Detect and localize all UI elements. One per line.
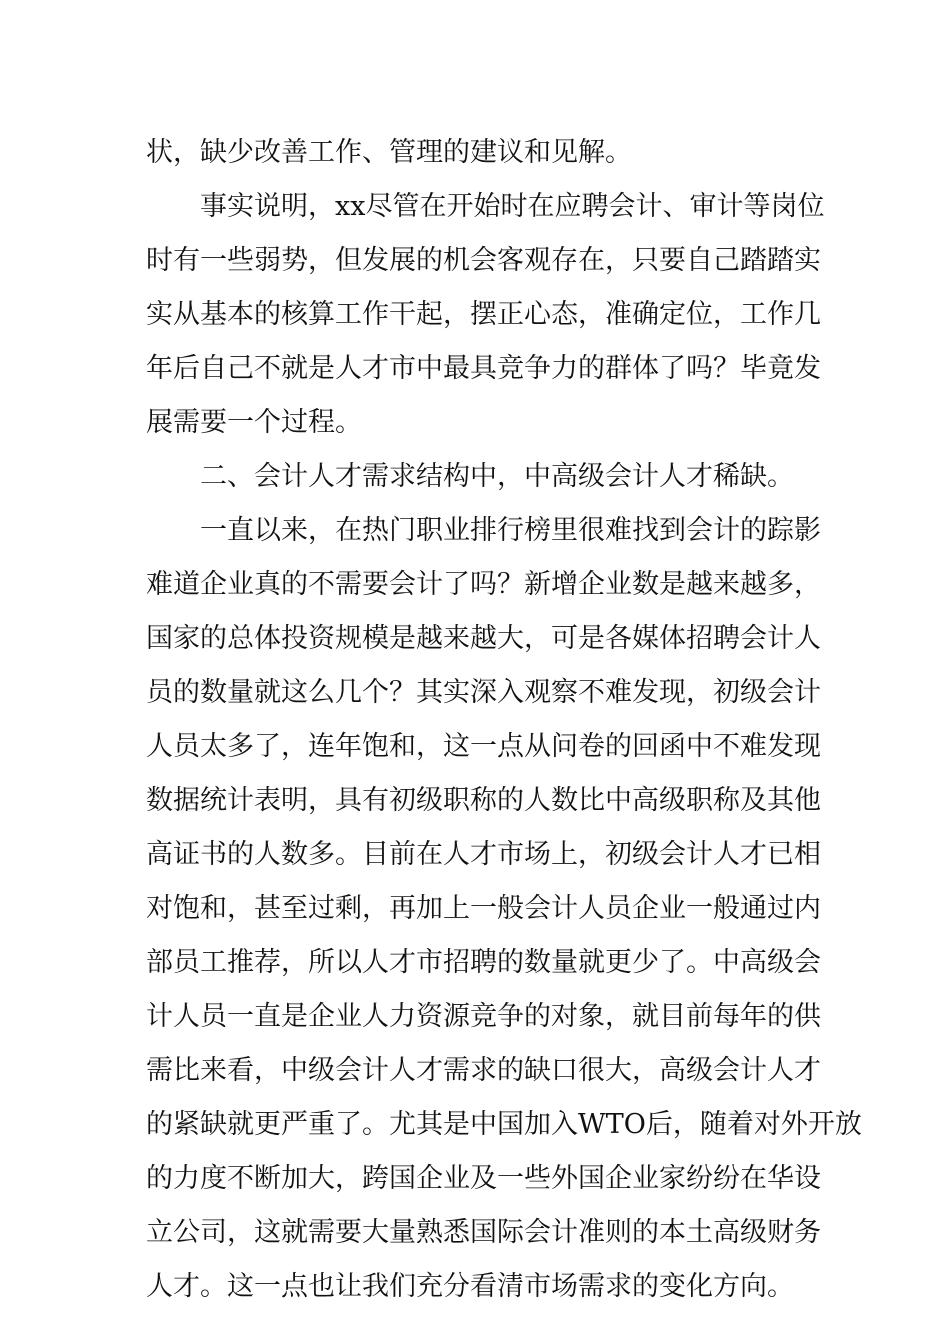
text-line: 的紧缺就更严重了。尤其是中国加入WTO后，随着对外开放 [146, 1109, 862, 1140]
text-line: 计人员一直是企业人力资源竞争的对象，就目前每年的供 [146, 1001, 821, 1032]
text-line: 年后自己不就是人才市中最具竞争力的群体了吗？毕竟发 [146, 353, 821, 384]
text-line: 国家的总体投资规模是越来越大，可是各媒体招聘会计人 [146, 623, 821, 654]
text-line: 高证书的人数多。目前在人才市场上，初级会计人才已相 [146, 839, 821, 870]
text-line: 部员工推荐，所以人才市招聘的数量就更少了。中高级会 [146, 947, 821, 978]
text-line: 展需要一个过程。 [146, 407, 362, 438]
text-line: 立公司，这就需要大量熟悉国际会计准则的本土高级财务 [146, 1217, 821, 1248]
text-line: 实从基本的核算工作干起，摆正心态，准确定位，工作几 [146, 299, 821, 330]
text-line: 状，缺少改善工作、管理的建议和见解。 [146, 137, 632, 168]
paragraph-first-line: 事实说明，xx尽管在开始时在应聘会计、审计等岗位 [200, 191, 825, 222]
text-line: 员的数量就这么几个？其实深入观察不难发现，初级会计 [146, 677, 821, 708]
text-line: 人才。这一点也让我们充分看清市场需求的变化方向。 [146, 1271, 794, 1302]
text-line: 数据统计表明，具有初级职称的人数比中高级职称及其他 [146, 785, 821, 816]
text-line: 需比来看，中级会计人才需求的缺口很大，高级会计人才 [146, 1055, 821, 1086]
section-heading: 二、会计人才需求结构中，中高级会计人才稀缺。 [200, 461, 794, 492]
text-line: 对饱和，甚至过剩，再加上一般会计人员企业一般通过内 [146, 893, 821, 924]
text-line: 人员太多了，连年饱和，这一点从问卷的回函中不难发现 [146, 731, 821, 762]
text-line: 时有一些弱势，但发展的机会客观存在，只要自己踏踏实 [146, 245, 821, 276]
body-text [146, 126, 862, 1314]
text-line: 的力度不断加大，跨国企业及一些外国企业家纷纷在华设 [146, 1163, 821, 1194]
paragraph-first-line: 一直以来，在热门职业排行榜里很难找到会计的踪影 [200, 515, 821, 546]
text-line: 难道企业真的不需要会计了吗？新增企业数是越来越多， [146, 569, 821, 600]
